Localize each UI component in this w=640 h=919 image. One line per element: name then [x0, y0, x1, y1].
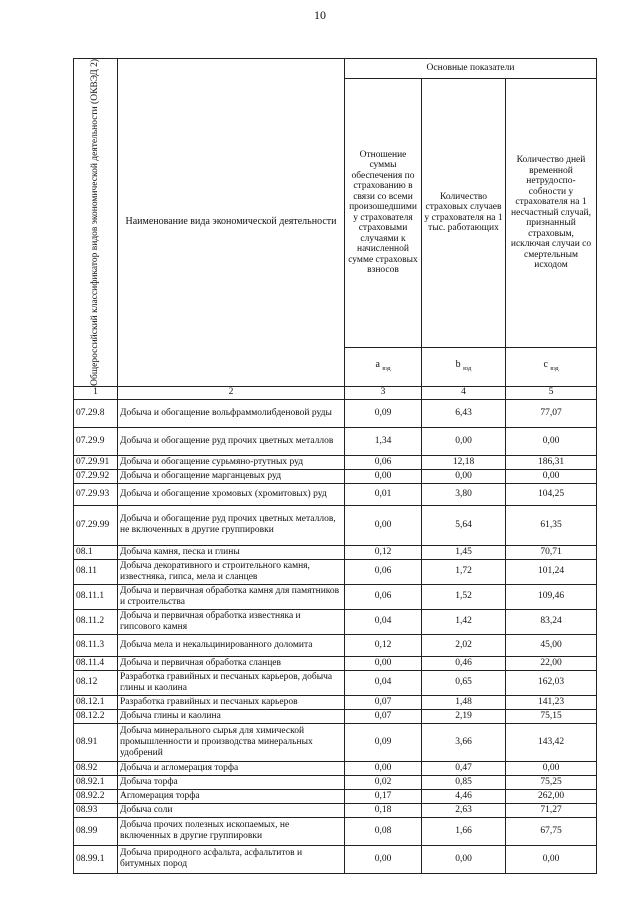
row-value-c: 0,00: [506, 761, 597, 775]
header-col-c: Количество дней временной нетрудоспо-собности у страхователя на 1 несчастный случай, признанный страховым, исключая случаи со смертельным исходом: [506, 79, 597, 347]
row-value-c: 101,24: [506, 559, 597, 584]
table-row: [74, 817, 597, 845]
row-value-c: 75,15: [506, 709, 597, 723]
row-value-a: 0,07: [345, 695, 422, 709]
row-value-c: 61,35: [506, 505, 597, 545]
column-number: 2: [118, 386, 345, 399]
row-value-a: 0,06: [345, 584, 422, 609]
row-value-b: 0,65: [422, 670, 506, 695]
indicators-table: [73, 58, 597, 874]
row-value-a: 0,17: [345, 789, 422, 803]
row-code: 08.12: [74, 670, 118, 695]
row-value-a: 0,04: [345, 670, 422, 695]
column-number-row: [74, 386, 597, 399]
table-row: [74, 427, 597, 455]
header-activity-name: Наименование вида экономической деятельности: [118, 59, 345, 387]
table-row: [74, 609, 597, 634]
row-code: 08.92.2: [74, 789, 118, 803]
row-value-a: 0,00: [345, 845, 422, 873]
header-letter-c: c $_{вэд}$: [506, 347, 597, 386]
row-activity-name: Добыча и обогащение хромовых (хромитовых) руд: [118, 483, 345, 505]
row-value-b: 0,00: [422, 427, 506, 455]
row-value-a: 0,00: [345, 656, 422, 670]
row-value-b: 6,43: [422, 399, 506, 427]
row-value-b: 1,66: [422, 817, 506, 845]
row-value-c: 162,03: [506, 670, 597, 695]
row-code: 08.12.2: [74, 709, 118, 723]
row-value-a: 0,18: [345, 803, 422, 817]
header-classifier-text: Общероссийский классификатор видов экономической деятельности (ОКВЭД 2): [90, 59, 100, 386]
row-code: 08.93: [74, 803, 118, 817]
table-row: [74, 584, 597, 609]
row-value-c: 70,71: [506, 545, 597, 559]
row-value-a: 0,04: [345, 609, 422, 634]
row-activity-name: Агломерация торфа: [118, 789, 345, 803]
table-row: [74, 399, 597, 427]
row-value-a: 0,06: [345, 455, 422, 469]
column-number: 5: [506, 386, 597, 399]
row-value-c: 71,27: [506, 803, 597, 817]
row-value-a: 0,00: [345, 505, 422, 545]
table-row: [74, 789, 597, 803]
row-activity-name: Добыча и обогащение сурьмяно-ртутных руд: [118, 455, 345, 469]
row-value-b: 2,19: [422, 709, 506, 723]
row-value-a: 1,34: [345, 427, 422, 455]
row-code: 07.29.93: [74, 483, 118, 505]
row-code: 08.99: [74, 817, 118, 845]
table-row: [74, 709, 597, 723]
row-activity-name: Добыча и агломерация торфа: [118, 761, 345, 775]
row-code: 08.11.3: [74, 634, 118, 656]
row-activity-name: Добыча и первичная обработка сланцев: [118, 656, 345, 670]
row-code: 07.29.9: [74, 427, 118, 455]
row-value-c: 0,00: [506, 427, 597, 455]
row-value-b: 0,46: [422, 656, 506, 670]
column-number: 4: [422, 386, 506, 399]
row-value-b: 2,63: [422, 803, 506, 817]
row-value-c: 141,23: [506, 695, 597, 709]
row-activity-name: Добыча и обогащение руд прочих цветных металлов: [118, 427, 345, 455]
row-code: 08.11: [74, 559, 118, 584]
row-value-a: 0,08: [345, 817, 422, 845]
table-row: [74, 545, 597, 559]
row-value-b: 3,80: [422, 483, 506, 505]
table-row: [74, 505, 597, 545]
row-value-b: 1,45: [422, 545, 506, 559]
column-number: 1: [74, 386, 118, 399]
row-value-a: 0,12: [345, 545, 422, 559]
header-letter-b: b $_{вэд}$: [422, 347, 506, 386]
row-code: 08.92: [74, 761, 118, 775]
row-activity-name: Добыча торфа: [118, 775, 345, 789]
row-value-b: 1,42: [422, 609, 506, 634]
row-activity-name: Добыча соли: [118, 803, 345, 817]
row-code: 07.29.99: [74, 505, 118, 545]
row-value-a: 0,07: [345, 709, 422, 723]
row-activity-name: Разработка гравийных и песчаных карьеров, добыча глины и каолина: [118, 670, 345, 695]
row-value-c: 143,42: [506, 723, 597, 761]
page-number: 10: [314, 8, 326, 22]
table-row: [74, 775, 597, 789]
row-value-b: 5,64: [422, 505, 506, 545]
table-row: [74, 656, 597, 670]
row-value-c: 104,25: [506, 483, 597, 505]
row-value-b: 3,66: [422, 723, 506, 761]
row-value-b: 1,52: [422, 584, 506, 609]
table-row: [74, 723, 597, 761]
header-classifier: [74, 59, 118, 387]
row-value-a: 0,00: [345, 469, 422, 483]
row-value-c: 45,00: [506, 634, 597, 656]
table-header: [74, 59, 597, 400]
row-value-c: 262,00: [506, 789, 597, 803]
table-row: [74, 845, 597, 873]
row-value-a: 0,02: [345, 775, 422, 789]
row-value-a: 0,09: [345, 723, 422, 761]
table-row: [74, 483, 597, 505]
row-code: 08.91: [74, 723, 118, 761]
row-value-a: 0,00: [345, 761, 422, 775]
row-activity-name: Добыча и обогащение руд прочих цветных металлов, не включенных в другие группировки: [118, 505, 345, 545]
row-value-c: 109,46: [506, 584, 597, 609]
row-activity-name: Добыча и первичная обработка известняка и гипсового камня: [118, 609, 345, 634]
row-value-c: 67,75: [506, 817, 597, 845]
row-code: 08.1: [74, 545, 118, 559]
row-activity-name: Добыча камня, песка и глины: [118, 545, 345, 559]
row-value-a: 0,12: [345, 634, 422, 656]
row-value-c: 186,31: [506, 455, 597, 469]
table-row: [74, 670, 597, 695]
row-code: 08.11.1: [74, 584, 118, 609]
row-value-a: 0,09: [345, 399, 422, 427]
table-row: [74, 803, 597, 817]
table-row: [74, 761, 597, 775]
table-row: [74, 559, 597, 584]
table-row: [74, 634, 597, 656]
row-value-b: 0,00: [422, 469, 506, 483]
table-row: [74, 455, 597, 469]
row-activity-name: Добыча декоративного и строительного камня, известняка, гипса, мела и сланцев: [118, 559, 345, 584]
column-number: 3: [345, 386, 422, 399]
row-value-b: 12,18: [422, 455, 506, 469]
row-value-b: 1,48: [422, 695, 506, 709]
row-activity-name: Добыча природного асфальта, асфальтитов и битумных пород: [118, 845, 345, 873]
row-value-b: 4,46: [422, 789, 506, 803]
row-value-b: 2,02: [422, 634, 506, 656]
row-value-c: 77,07: [506, 399, 597, 427]
header-letter-a: a $_{вэд}$: [345, 347, 422, 386]
row-code: 08.12.1: [74, 695, 118, 709]
row-activity-name: Добыча глины и каолина: [118, 709, 345, 723]
table-row: [74, 469, 597, 483]
row-value-a: 0,06: [345, 559, 422, 584]
row-value-b: 1,72: [422, 559, 506, 584]
row-value-c: 75,25: [506, 775, 597, 789]
row-code: 07.29.91: [74, 455, 118, 469]
row-code: 08.11.4: [74, 656, 118, 670]
row-activity-name: Добыча и обогащение вольфраммолибденовой руды: [118, 399, 345, 427]
row-value-c: 0,00: [506, 469, 597, 483]
row-value-c: 0,00: [506, 845, 597, 873]
row-code: 08.92.1: [74, 775, 118, 789]
row-activity-name: Добыча минерального сырья для химической промышленности и производства минеральных удобрений: [118, 723, 345, 761]
row-activity-name: Разработка гравийных и песчаных карьеров: [118, 695, 345, 709]
row-activity-name: Добыча мела и некальцинированного доломита: [118, 634, 345, 656]
row-activity-name: Добыча и первичная обработка камня для памятников и строительства: [118, 584, 345, 609]
row-value-c: 22,00: [506, 656, 597, 670]
row-value-b: 0,00: [422, 845, 506, 873]
row-activity-name: Добыча прочих полезных ископаемых, не включенных в другие группировки: [118, 817, 345, 845]
table-row: [74, 695, 597, 709]
header-main-indicators: Основные показатели: [345, 59, 597, 79]
row-value-a: 0,01: [345, 483, 422, 505]
header-col-a: Отношение суммы обеспечения по страхованию в связи со всеми произошедшими у страхователя страховыми случаями к начисленной сумме страховых взносов: [345, 79, 422, 347]
row-code: 08.99.1: [74, 845, 118, 873]
row-code: 07.29.92: [74, 469, 118, 483]
row-value-c: 83,24: [506, 609, 597, 634]
table-body: [74, 399, 597, 873]
header-col-b: Количество страховых случаев у страхователя на 1 тыс. работающих: [422, 79, 506, 347]
row-code: 07.29.8: [74, 399, 118, 427]
row-value-b: 0,85: [422, 775, 506, 789]
row-code: 08.11.2: [74, 609, 118, 634]
row-activity-name: Добыча и обогащение марганцевых руд: [118, 469, 345, 483]
row-value-b: 0,47: [422, 761, 506, 775]
